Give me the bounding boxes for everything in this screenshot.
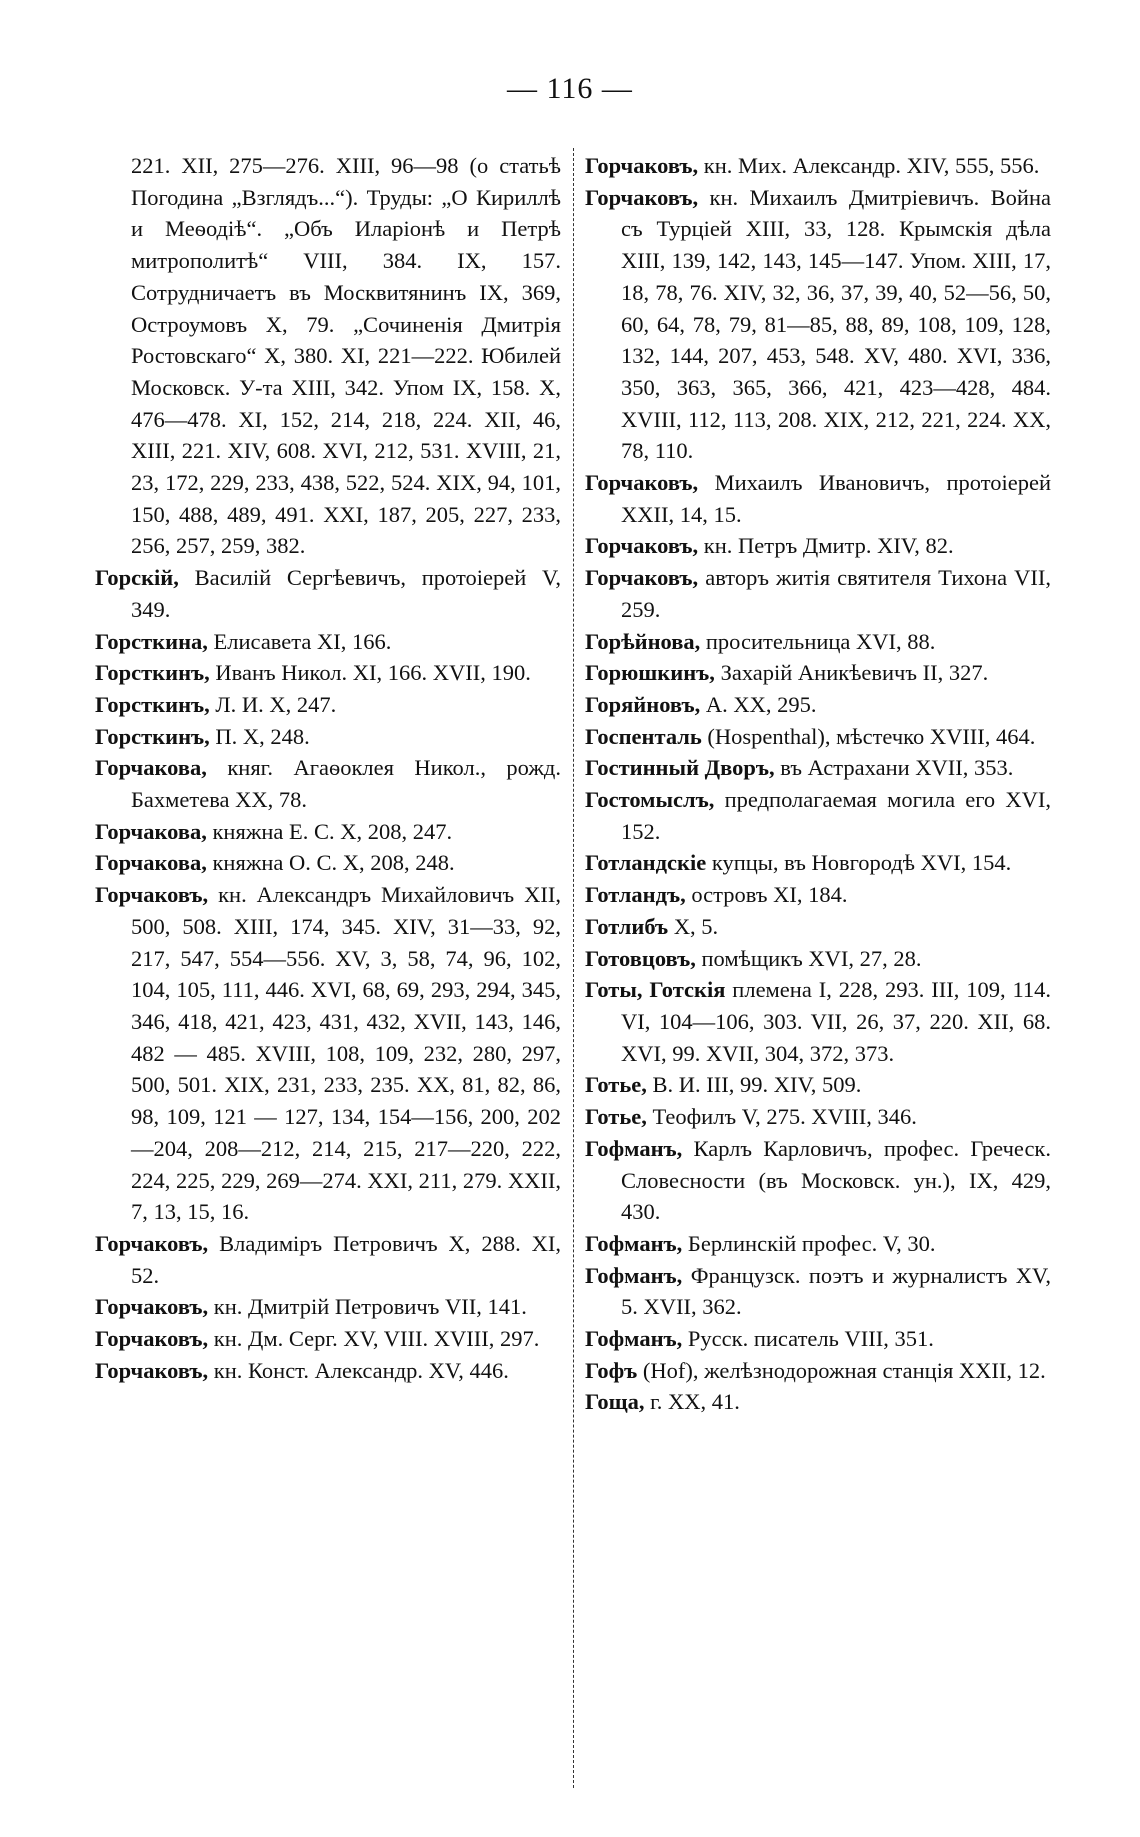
entry-text: Карлъ Карловичъ, профес. Греческ. Словесности (въ Московск. ун.), IX, 429, 430. bbox=[621, 1135, 1051, 1225]
entry-text: В. И. III, 99. XIV, 509. bbox=[646, 1072, 862, 1098]
index-entry bbox=[585, 974, 1051, 1069]
index-entry bbox=[585, 784, 1051, 847]
entry-headword: Готландскіе bbox=[585, 850, 707, 876]
entry-headword: Горчаковъ, bbox=[95, 1230, 209, 1256]
index-entry bbox=[585, 721, 1051, 753]
entry-text: купцы, въ Новгородѣ XVI, 154. bbox=[706, 850, 1012, 876]
entry-text: Василій Сергѣевичъ, протоіерей V, 349. bbox=[131, 565, 561, 622]
index-entry bbox=[95, 721, 561, 753]
entry-text: помѣщикъ XVI, 27, 28. bbox=[695, 945, 922, 971]
index-entry bbox=[95, 847, 561, 879]
entry-headword: Горсткинъ, bbox=[95, 723, 210, 749]
index-entry bbox=[585, 562, 1051, 625]
index-entry bbox=[585, 530, 1051, 562]
entry-headword: Гоща, bbox=[585, 1389, 645, 1415]
entry-headword: Гофъ bbox=[585, 1357, 638, 1383]
index-entry bbox=[585, 752, 1051, 784]
entry-headword: Готлибъ bbox=[585, 913, 669, 939]
index-entry bbox=[585, 1323, 1051, 1355]
index-entry bbox=[585, 1228, 1051, 1260]
index-entry bbox=[95, 1228, 561, 1291]
entry-text: (Hof), желѣзнодорожная станція XXII, 12. bbox=[637, 1357, 1046, 1383]
entry-text: авторъ житія святителя Тихона VII, 259. bbox=[621, 565, 1051, 622]
left-entry-list bbox=[95, 562, 561, 1386]
entry-headword: Горчаковъ, bbox=[585, 153, 699, 178]
index-entry bbox=[95, 879, 561, 1228]
entry-text: Михаилъ Ивановичъ, протоіерей XXII, 14, 15. bbox=[621, 470, 1051, 527]
entry-text: просительница XVI, 88. bbox=[700, 628, 936, 654]
entry-headword: Гофманъ, bbox=[585, 1262, 683, 1288]
entry-headword: Горскій, bbox=[95, 565, 179, 591]
entry-text: г. XX, 41. bbox=[644, 1389, 740, 1415]
entry-headword: Гостинный Дворъ, bbox=[585, 755, 775, 781]
entry-headword: Горчаковъ, bbox=[585, 184, 699, 210]
entry-text: кн. Конст. Александр. XV, 446. bbox=[208, 1357, 509, 1383]
entry-headword: Гофманъ, bbox=[585, 1135, 683, 1161]
entry-text: кн. Дм. Серг. XV, VIII. XVIII, 297. bbox=[208, 1326, 540, 1352]
entry-headword: Горчаковъ, bbox=[95, 1294, 209, 1320]
entry-headword: Готье, bbox=[585, 1104, 647, 1130]
entry-text: Владиміръ Петровичъ X, 288. XI, 52. bbox=[131, 1230, 561, 1288]
entry-text: княг. Агаѳоклея Никол., рожд. Бахметева XX, 78. bbox=[131, 755, 561, 813]
entry-headword: Гостомыслъ, bbox=[585, 787, 715, 813]
index-entry bbox=[585, 943, 1051, 975]
index-entry bbox=[95, 1291, 561, 1323]
entry-text: кн. Александръ Михайловичъ XII, 500, 508. XIII, 174, 345. XIV, 31—33, 92, 217, 547, 554—556. XV, 3, 58, 74, 96, 102, 104, 105, 111, 446. XVI, 68, 69, 293, 294, 345, 346, 418, 421, 423, 431, 432, XVII, 143, 146, 482 — 485. XVIII, 108, 109, 232, 280, 297, 500, 501. XIX, 231, 233, 235. XX, 81, 82, 86, 98, 109, 121 — 127, 134, 154—156, 200, 202—204, 208—212, 214, 215, 217—220, 222, 224, 225, 229, 269—274. XXI, 211, 279. XXII, 7, 13, 15, 16. bbox=[131, 882, 561, 1225]
entry-text: княжна Е. С. X, 208, 247. bbox=[206, 818, 453, 844]
index-entry bbox=[585, 1133, 1051, 1228]
entry-text: предполагаемая могила его XVI, 152. bbox=[621, 787, 1051, 844]
index-entry bbox=[585, 1260, 1051, 1323]
entry-text: Иванъ Никол. XI, 166. XVII, 190. bbox=[209, 660, 531, 686]
entry-text: Теофилъ V, 275. XVIII, 346. bbox=[646, 1104, 917, 1130]
index-entry bbox=[585, 879, 1051, 911]
entry-headword: Госпенталь bbox=[585, 723, 702, 749]
index-entry bbox=[585, 689, 1051, 721]
index-entry bbox=[95, 1323, 561, 1355]
entry-headword: Горѣйнова, bbox=[585, 628, 701, 654]
index-entry bbox=[585, 1069, 1051, 1101]
entry-text: Захарій Аникѣевичъ II, 327. bbox=[714, 660, 989, 686]
entry-headword: Горчаковъ, bbox=[95, 1357, 209, 1383]
entry-headword: Горсткина, bbox=[95, 628, 208, 654]
index-entry bbox=[585, 150, 1051, 182]
entry-text: Русск. писатель VIII, 351. bbox=[682, 1326, 934, 1352]
page-number: — 116 — bbox=[507, 72, 633, 105]
entry-headword: Горчаковъ, bbox=[95, 1326, 209, 1352]
index-entry bbox=[585, 467, 1051, 530]
entry-headword: Горчаковъ, bbox=[585, 470, 699, 496]
index-entry bbox=[95, 626, 561, 658]
index-entry bbox=[585, 847, 1051, 879]
index-entry bbox=[585, 626, 1051, 658]
index-entry bbox=[585, 182, 1051, 467]
entry-headword: Горчаковъ, bbox=[585, 565, 699, 591]
entry-text: Французск. поэтъ и журналистъ XV, 5. XVII, 362. bbox=[621, 1262, 1051, 1320]
entry-headword: Горчакова, bbox=[95, 850, 207, 876]
entry-text: въ Астрахани XVII, 353. bbox=[774, 755, 1014, 781]
index-entry bbox=[95, 816, 561, 848]
entry-headword: Готы, Готскія bbox=[585, 977, 726, 1003]
entry-headword: Гофманъ, bbox=[585, 1230, 683, 1256]
entry-headword: Горчакова, bbox=[95, 818, 207, 844]
entry-text: Елисавета XI, 166. bbox=[207, 628, 392, 654]
left-column bbox=[95, 150, 561, 1386]
entry-text: (Hospenthal), мѣстечко XVIII, 464. bbox=[701, 723, 1036, 749]
index-entry bbox=[95, 752, 561, 815]
entry-headword: Готье, bbox=[585, 1072, 647, 1098]
index-entry bbox=[95, 657, 561, 689]
entry-text: кн. Михаилъ Дмитріевичъ. Война съ Турціей XIII, 33, 128. Крымскія дѣла XIII, 139, 142, 143, 145—147. Упом. XIII, 17, 18, 78, 76. XIV, 32, 36, 37, 39, 40, 52—56, 50, 60, 64, 78, 79, 81—85, 88, 89, 108, 109, 128, 132, 144, 207, 453, 548. XV, 480. XVI, 336, 350, 363, 365, 366, 421, 423—428, 484. XVIII, 112, 113, 208. XIX, 212, 221, 224. XX, 78, 110. bbox=[621, 184, 1051, 464]
entry-headword: Горяйновъ, bbox=[585, 691, 701, 717]
entry-headword: Горсткинъ, bbox=[95, 660, 210, 686]
entry-text: кн. Петръ Дмитр. XIV, 82. bbox=[698, 533, 954, 559]
entry-headword: Горчаковъ, bbox=[585, 533, 699, 559]
entry-text: кн. Мих. Александр. XIV, 555, 556. bbox=[698, 153, 1040, 178]
entry-headword: Горчакова, bbox=[95, 755, 207, 781]
entry-headword: Готландъ, bbox=[585, 882, 686, 908]
index-entry bbox=[95, 562, 561, 625]
entry-headword: Горюшкинъ, bbox=[585, 660, 715, 686]
index-entry bbox=[585, 1386, 1051, 1418]
entry-headword: Горчаковъ, bbox=[95, 882, 209, 908]
entry-text: X, 5. bbox=[668, 913, 719, 939]
index-entry bbox=[585, 1355, 1051, 1387]
index-entry bbox=[95, 1355, 561, 1387]
continued-entry: 221. XII, 275—276. XIII, 96—98 (о статьѣ Погодина „Взглядъ...“). Труды: „О Кириллѣ и Меѳодіѣ“. „Объ Иларіонѣ и Петрѣ митрополитѣ“ VIII, 384. IX, 157. Сотрудничаетъ въ Москвитянинъ IX, 369, Остроумовъ X, 79. „Сочиненія Дмитрія Ростовскаго“ X, 380. XI, 221—222. Юбилей Московск. У-та XIII, 342. Упом IX, 158. X, 476—478. XI, 152, 214, 218, 224. XII, 46, XIII, 221. XIV, 608. XVI, 212, 531. XVIII, 21, 23, 172, 229, 233, 438, 522, 524. XIX, 94, 101, 150, 488, 489, 491. XXI, 187, 205, 227, 233, 256, 257, 259, 382. bbox=[131, 153, 561, 559]
entry-text: княжна О. С. X, 208, 248. bbox=[206, 850, 455, 876]
entry-headword: Горсткинъ, bbox=[95, 691, 210, 717]
entry-text: П. X, 248. bbox=[209, 723, 310, 749]
entry-text: А. XX, 295. bbox=[700, 691, 817, 717]
index-entry bbox=[585, 657, 1051, 689]
entry-text: островъ XI, 184. bbox=[685, 882, 848, 908]
right-column bbox=[585, 150, 1051, 1418]
entry-text: племена I, 228, 293. III, 109, 114. VI, 104—106, 303. VII, 26, 37, 220. XII, 68. XVI, 99. XVII, 304, 372, 373. bbox=[621, 977, 1051, 1066]
index-entry bbox=[585, 911, 1051, 943]
entry-headword: Готовцовъ, bbox=[585, 945, 696, 971]
entry-text: кн. Дмитрій Петровичъ VII, 141. bbox=[208, 1294, 527, 1320]
column-divider bbox=[573, 148, 574, 1788]
entry-headword: Гофманъ, bbox=[585, 1326, 683, 1352]
entry-text: Берлинскій профес. V, 30. bbox=[682, 1230, 936, 1256]
index-entry bbox=[585, 1101, 1051, 1133]
right-entry-list bbox=[585, 150, 1051, 1418]
entry-text: Л. И. X, 247. bbox=[209, 691, 337, 717]
index-entry bbox=[95, 689, 561, 721]
